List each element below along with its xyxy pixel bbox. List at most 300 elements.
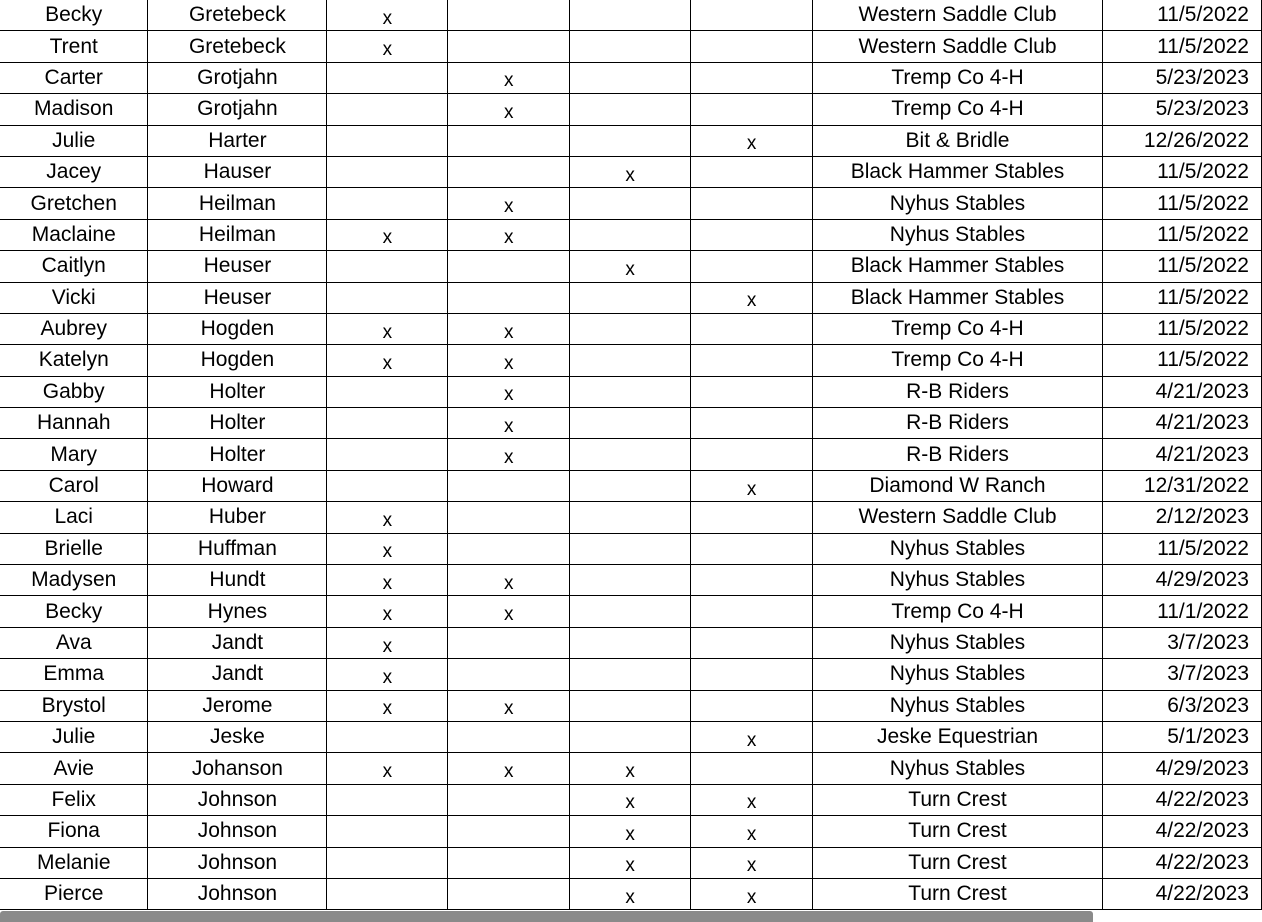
mark-cell-2[interactable] [448,565,570,596]
mark-cell-2[interactable] [448,188,570,219]
mark-cell-3[interactable] [570,721,691,752]
date-cell-text: 5/1/2023 [1167,725,1249,749]
last-name-cell[interactable] [148,470,327,501]
club-cell[interactable] [813,596,1103,627]
date-cell[interactable] [1102,408,1261,439]
mark-cell-1[interactable] [327,62,448,93]
mark-cell-2[interactable] [448,847,570,878]
date-cell-text: 4/21/2023 [1155,442,1249,466]
last-name-cell[interactable] [148,565,327,596]
last-name-cell[interactable] [148,690,327,721]
table-row [0,31,1262,62]
mark-cell-3[interactable] [570,502,691,533]
mark-cell-3[interactable] [570,784,691,815]
club-cell[interactable] [813,251,1103,282]
last-name-cell[interactable] [148,784,327,815]
mark-cell-4[interactable] [691,376,813,407]
mark-cell-2[interactable] [448,753,570,784]
mark-cell-4[interactable] [691,659,813,690]
mark-cell-3[interactable] [570,94,691,125]
table-row [0,219,1262,250]
mark-cell-2[interactable] [448,408,570,439]
date-cell[interactable] [1102,94,1261,125]
date-cell[interactable] [1102,878,1261,909]
mark-cell-1[interactable] [327,376,448,407]
last-name-cell[interactable] [148,439,327,470]
first-name-cell[interactable] [0,533,148,564]
last-name-cell[interactable] [148,345,327,376]
first-name-cell-text: Melanie [36,850,111,874]
first-name-cell[interactable] [0,313,148,344]
club-cell[interactable] [813,847,1103,878]
date-cell[interactable] [1102,31,1261,62]
last-name-cell[interactable] [148,282,327,313]
mark-cell-1[interactable] [327,816,448,847]
mark-cell-3[interactable] [570,878,691,909]
club-cell[interactable] [813,816,1103,847]
mark-cell-2[interactable] [448,94,570,125]
mark-cell-1-text: x [382,352,393,374]
mark-cell-1[interactable] [327,659,448,690]
mark-cell-3[interactable] [570,816,691,847]
mark-cell-4[interactable] [691,502,813,533]
last-name-cell[interactable] [148,125,327,156]
last-name-cell-text: Hogden [200,348,275,372]
table-row [0,721,1262,752]
mark-cell-3[interactable] [570,565,691,596]
date-cell[interactable] [1102,721,1261,752]
last-name-cell[interactable] [148,596,327,627]
club-cell[interactable] [813,313,1103,344]
club-cell-text: Black Hammer Stables [850,285,1065,309]
mark-cell-4[interactable] [691,408,813,439]
mark-cell-2[interactable] [448,282,570,313]
club-cell[interactable] [813,125,1103,156]
first-name-cell-text: Mary [50,442,98,466]
date-cell[interactable] [1102,596,1261,627]
mark-cell-1[interactable] [327,847,448,878]
mark-cell-2[interactable] [448,816,570,847]
mark-cell-3[interactable] [570,62,691,93]
club-cell-text: Western Saddle Club [858,505,1057,529]
mark-cell-2[interactable] [448,376,570,407]
mark-cell-4[interactable] [691,690,813,721]
last-name-cell[interactable] [148,721,327,752]
club-cell[interactable] [813,219,1103,250]
mark-cell-1[interactable] [327,878,448,909]
mark-cell-3-text: x [625,258,635,280]
club-cell[interactable] [813,31,1103,62]
last-name-cell[interactable] [148,313,327,344]
club-cell[interactable] [813,565,1103,596]
last-name-cell-text: Hogden [200,317,275,341]
mark-cell-3[interactable] [570,282,691,313]
mark-cell-3[interactable] [570,627,691,658]
mark-cell-2[interactable] [448,219,570,250]
mark-cell-4[interactable] [691,313,813,344]
club-cell[interactable] [813,627,1103,658]
mark-cell-3[interactable] [570,125,691,156]
mark-cell-4[interactable] [691,470,813,501]
first-name-cell[interactable] [0,565,148,596]
mark-cell-4-text: x [746,478,757,500]
date-cell[interactable] [1102,847,1261,878]
club-cell[interactable] [813,690,1103,721]
club-cell[interactable] [813,878,1103,909]
first-name-cell-text: Maclaine [31,222,116,246]
first-name-cell[interactable] [0,219,148,250]
mark-cell-4-text: x [746,792,757,814]
mark-cell-3[interactable] [570,219,691,250]
last-name-cell-text: Jeske [209,725,265,749]
club-cell[interactable] [813,408,1103,439]
mark-cell-2[interactable] [448,251,570,282]
last-name-cell[interactable] [148,533,327,564]
mark-cell-1[interactable] [327,533,448,564]
first-name-cell[interactable] [0,282,148,313]
mark-cell-3[interactable] [570,376,691,407]
club-cell-text: R-B Riders [906,411,1009,435]
first-name-cell[interactable] [0,0,148,31]
first-name-cell[interactable] [0,816,148,847]
mark-cell-4[interactable] [691,596,813,627]
first-name-cell[interactable] [0,470,148,501]
last-name-cell[interactable] [148,0,327,31]
mark-cell-2-text: x [504,761,514,783]
first-name-cell[interactable] [0,659,148,690]
mark-cell-1[interactable] [327,502,448,533]
first-name-cell[interactable] [0,627,148,658]
mark-cell-3[interactable] [570,31,691,62]
mark-cell-2[interactable] [448,878,570,909]
club-cell[interactable] [813,721,1103,752]
mark-cell-3[interactable] [570,408,691,439]
mark-cell-2[interactable] [448,784,570,815]
mark-cell-3[interactable] [570,753,691,784]
last-name-cell[interactable] [148,502,327,533]
table-row [0,784,1262,815]
last-name-cell[interactable] [148,188,327,219]
first-name-cell[interactable] [0,251,148,282]
mark-cell-1[interactable] [327,251,448,282]
club-cell[interactable] [813,784,1103,815]
date-cell[interactable] [1102,282,1261,313]
date-cell[interactable] [1102,62,1261,93]
first-name-cell-text: Julie [52,128,96,152]
mark-cell-1[interactable] [327,0,448,31]
club-cell-text: Turn Crest [908,882,1007,906]
club-cell[interactable] [813,156,1103,187]
mark-cell-4-text: x [746,133,757,155]
table-row [0,596,1262,627]
mark-cell-1[interactable] [327,31,448,62]
last-name-cell[interactable] [148,251,327,282]
date-cell-text: 11/5/2022 [1157,317,1249,341]
date-cell[interactable] [1102,345,1261,376]
mark-cell-3-text: x [625,164,635,186]
club-cell-text: Western Saddle Club [858,34,1057,58]
date-cell[interactable] [1102,376,1261,407]
table-row [0,470,1262,501]
mark-cell-4[interactable] [691,816,813,847]
mark-cell-2-text: x [504,352,514,374]
table-row [0,659,1262,690]
date-cell[interactable] [1102,156,1261,187]
first-name-cell-text: Trent [49,34,98,58]
club-cell[interactable] [813,502,1103,533]
mark-cell-3[interactable] [570,659,691,690]
date-cell[interactable] [1102,125,1261,156]
table-row [0,125,1262,156]
mark-cell-4[interactable] [691,156,813,187]
first-name-cell[interactable] [0,94,148,125]
date-cell[interactable] [1102,690,1261,721]
date-cell[interactable] [1102,219,1261,250]
first-name-cell[interactable] [0,753,148,784]
first-name-cell-text: Vicki [51,285,96,309]
first-name-cell[interactable] [0,188,148,219]
mark-cell-4[interactable] [691,31,813,62]
mark-cell-3[interactable] [570,439,691,470]
date-cell-text: 12/26/2022 [1143,128,1249,152]
mark-cell-4[interactable] [691,94,813,125]
first-name-cell[interactable] [0,439,148,470]
date-cell[interactable] [1102,816,1261,847]
mark-cell-2[interactable] [448,721,570,752]
last-name-cell[interactable] [148,94,327,125]
first-name-cell[interactable] [0,156,148,187]
mark-cell-1[interactable] [327,627,448,658]
date-cell-text: 5/23/2023 [1155,97,1249,121]
mark-cell-1[interactable] [327,753,448,784]
last-name-cell[interactable] [148,376,327,407]
mark-cell-4-text: x [746,290,757,312]
mark-cell-1[interactable] [327,439,448,470]
mark-cell-1[interactable] [327,188,448,219]
club-cell-text: Nyhus Stables [889,222,1026,246]
first-name-cell[interactable] [0,847,148,878]
club-cell-text: R-B Riders [906,442,1009,466]
mark-cell-2[interactable] [448,62,570,93]
mark-cell-1[interactable] [327,125,448,156]
mark-cell-2[interactable] [448,502,570,533]
mark-cell-1[interactable] [327,94,448,125]
mark-cell-4[interactable] [691,753,813,784]
mark-cell-2[interactable] [448,31,570,62]
club-cell-text: Jeske Equestrian [876,725,1039,749]
mark-cell-2[interactable] [448,470,570,501]
last-name-cell[interactable] [148,219,327,250]
date-cell-text: 3/7/2023 [1167,662,1249,686]
mark-cell-4[interactable] [691,721,813,752]
club-cell-text: Turn Crest [908,850,1007,874]
date-cell[interactable] [1102,784,1261,815]
first-name-cell[interactable] [0,596,148,627]
last-name-cell[interactable] [148,659,327,690]
mark-cell-1[interactable] [327,565,448,596]
mark-cell-2[interactable] [448,439,570,470]
mark-cell-2-text: x [504,415,514,437]
mark-cell-1[interactable] [327,784,448,815]
mark-cell-1-text: x [382,39,393,61]
mark-cell-2[interactable] [448,313,570,344]
mark-cell-2[interactable] [448,690,570,721]
club-cell[interactable] [813,470,1103,501]
mark-cell-2[interactable] [448,659,570,690]
date-cell[interactable] [1102,659,1261,690]
date-cell-text: 4/22/2023 [1155,819,1249,843]
club-cell[interactable] [813,188,1103,219]
club-cell[interactable] [813,533,1103,564]
mark-cell-1-text: x [382,698,393,720]
first-name-cell[interactable] [0,125,148,156]
mark-cell-4[interactable] [691,219,813,250]
mark-cell-4[interactable] [691,188,813,219]
club-cell-text: Western Saddle Club [858,3,1057,27]
date-cell-text: 11/5/2022 [1157,285,1249,309]
date-cell[interactable] [1102,753,1261,784]
club-cell[interactable] [813,376,1103,407]
first-name-cell[interactable] [0,784,148,815]
club-cell[interactable] [813,345,1103,376]
club-cell[interactable] [813,753,1103,784]
last-name-cell-text: Howard [201,474,274,498]
date-cell[interactable] [1102,313,1261,344]
mark-cell-4[interactable] [691,784,813,815]
date-cell[interactable] [1102,627,1261,658]
first-name-cell-text: Ava [55,631,92,654]
date-cell-text: 6/3/2023 [1167,693,1249,717]
first-name-cell[interactable] [0,721,148,752]
mark-cell-3[interactable] [570,156,691,187]
date-cell[interactable] [1102,188,1261,219]
mark-cell-1[interactable] [327,408,448,439]
mark-cell-2[interactable] [448,0,570,31]
date-cell[interactable] [1102,439,1261,470]
last-name-cell[interactable] [148,847,327,878]
mark-cell-1[interactable] [327,721,448,752]
mark-cell-4[interactable] [691,125,813,156]
last-name-cell-text: Gretebeck [188,3,286,27]
club-cell[interactable] [813,94,1103,125]
club-cell[interactable] [813,0,1103,31]
mark-cell-1[interactable] [327,282,448,313]
date-cell[interactable] [1102,470,1261,501]
mark-cell-4[interactable] [691,627,813,658]
mark-cell-3[interactable] [570,345,691,376]
first-name-cell-text: Avie [53,756,94,780]
mark-cell-1[interactable] [327,219,448,250]
mark-cell-4[interactable] [691,62,813,93]
mark-cell-3[interactable] [570,251,691,282]
last-name-cell-text: Heilman [198,191,276,215]
first-name-cell[interactable] [0,502,148,533]
date-cell-text: 4/21/2023 [1155,411,1249,435]
mark-cell-3[interactable] [570,847,691,878]
mark-cell-3[interactable] [570,313,691,344]
mark-cell-3[interactable] [570,188,691,219]
last-name-cell[interactable] [148,753,327,784]
club-cell[interactable] [813,62,1103,93]
last-name-cell[interactable] [148,156,327,187]
first-name-cell-text: Becky [45,3,103,27]
mark-cell-2[interactable] [448,627,570,658]
last-name-cell[interactable] [148,62,327,93]
first-name-cell[interactable] [0,345,148,376]
first-name-cell[interactable] [0,376,148,407]
date-cell[interactable] [1102,533,1261,564]
mark-cell-3[interactable] [570,533,691,564]
mark-cell-4[interactable] [691,282,813,313]
mark-cell-4[interactable] [691,345,813,376]
mark-cell-2-text: x [504,101,514,123]
mark-cell-4[interactable] [691,533,813,564]
mark-cell-1[interactable] [327,596,448,627]
mark-cell-3[interactable] [570,470,691,501]
mark-cell-1[interactable] [327,345,448,376]
date-cell[interactable] [1102,502,1261,533]
horizontal-scrollbar[interactable] [0,911,1093,922]
mark-cell-1[interactable] [327,313,448,344]
mark-cell-2[interactable] [448,156,570,187]
mark-cell-3-text: x [625,886,635,908]
first-name-cell[interactable] [0,690,148,721]
club-cell-text: Tremp Co 4-H [891,599,1024,623]
date-cell[interactable] [1102,565,1261,596]
last-name-cell[interactable] [148,408,327,439]
mark-cell-2[interactable] [448,596,570,627]
mark-cell-1-text: x [382,761,393,783]
club-cell-text: Tremp Co 4-H [891,317,1024,341]
first-name-cell[interactable] [0,878,148,909]
mark-cell-4[interactable] [691,878,813,909]
first-name-cell-text: Carol [48,474,99,498]
mark-cell-2[interactable] [448,345,570,376]
mark-cell-1[interactable] [327,470,448,501]
mark-cell-3[interactable] [570,0,691,31]
mark-cell-4[interactable] [691,439,813,470]
last-name-cell[interactable] [148,31,327,62]
last-name-cell[interactable] [148,816,327,847]
first-name-cell[interactable] [0,31,148,62]
first-name-cell[interactable] [0,408,148,439]
club-cell[interactable] [813,282,1103,313]
club-cell[interactable] [813,659,1103,690]
date-cell[interactable] [1102,0,1261,31]
mark-cell-1[interactable] [327,690,448,721]
table-row [0,0,1262,31]
date-cell[interactable] [1102,251,1261,282]
mark-cell-1-text: x [382,635,393,657]
mark-cell-4[interactable] [691,565,813,596]
mark-cell-4[interactable] [691,0,813,31]
mark-cell-3[interactable] [570,596,691,627]
mark-cell-4[interactable] [691,251,813,282]
club-cell[interactable] [813,439,1103,470]
mark-cell-4[interactable] [691,847,813,878]
mark-cell-2[interactable] [448,533,570,564]
mark-cell-2[interactable] [448,125,570,156]
mark-cell-3[interactable] [570,690,691,721]
club-cell-text: Diamond W Ranch [869,474,1046,498]
last-name-cell[interactable] [148,878,327,909]
mark-cell-4-text: x [746,823,757,845]
mark-cell-1[interactable] [327,156,448,187]
table-row [0,251,1262,282]
club-cell-text: Tremp Co 4-H [891,348,1024,372]
last-name-cell[interactable] [148,627,327,658]
first-name-cell[interactable] [0,62,148,93]
